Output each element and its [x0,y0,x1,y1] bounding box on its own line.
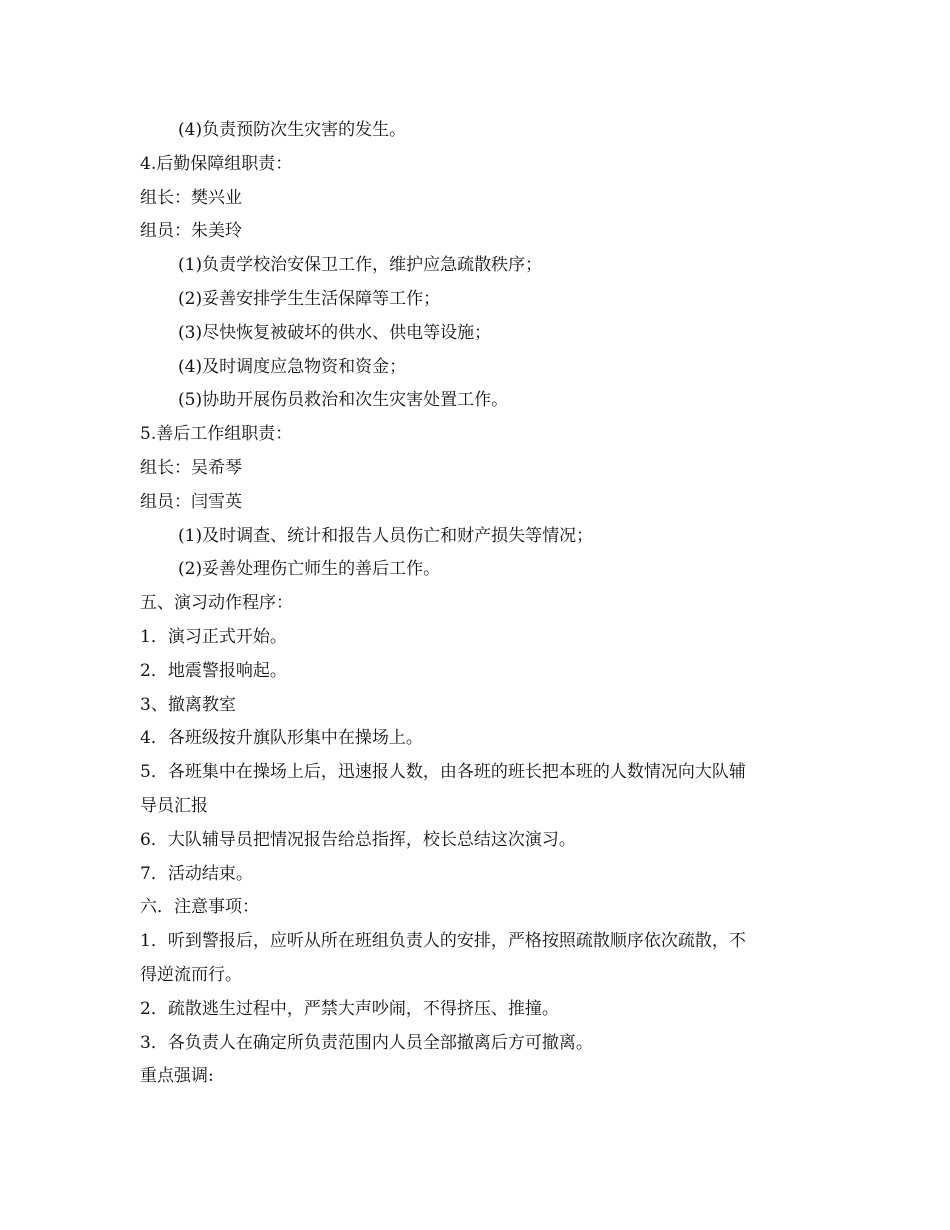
text-line: 6．大队辅导员把情况报告给总指挥，校长总结这次演习。 [140,829,576,850]
text-line: 五、演习动作程序： [140,593,293,614]
text-line: 2．地震警报响起。 [140,660,287,681]
text-line: 4.后勤保障组职责： [140,153,293,174]
text-line: (3)尽快恢复被破坏的供水、供电等设施； [178,322,492,343]
text-line: 1．演习正式开始。 [140,626,287,647]
text-line: 3．各负责人在确定所负责范围内人员全部撤离后方可撤离。 [140,1032,593,1053]
document-body [140,114,820,1094]
text-line: (2)妥善处理伤亡师生的善后工作。 [178,559,441,580]
text-line: (1)负责学校治安保卫工作，维护应急疏散秩序； [178,255,543,276]
text-line: 重点强调: [140,1066,214,1087]
text-line: 组长：吴希琴 [140,457,242,478]
text-line: (4)负责预防次生灾害的发生。 [178,120,407,140]
text-line: 1．听到警报后，应听从所在班组负责人的安排，严格按照疏散顺序依次疏散，不 [140,931,746,952]
text-line: 7．活动结束。 [140,863,253,884]
text-line: 3、撤离教室 [140,694,236,715]
text-line: (2)妥善安排学生生活保障等工作； [178,288,441,309]
text-line: 2．疏散逃生过程中，严禁大声吵闹，不得挤压、推撞。 [140,998,559,1019]
text-line: (4)及时调度应急物资和资金； [178,356,407,377]
text-line: 导员汇报 [140,795,208,816]
text-line: 得逆流而行。 [140,964,242,985]
text-line: 组长：樊兴业 [140,187,242,208]
text-line: 组员：闫雪英 [140,491,242,512]
text-line: (1)及时调查、统计和报告人员伤亡和财产损失等情况； [178,525,594,546]
text-line: 六．注意事项： [140,897,259,918]
text-line: 4．各班级按升旗队形集中在操场上。 [140,728,423,749]
text-line: (5)协助开展伤员救治和次生灾害处置工作。 [178,390,509,411]
text-line: 5.善后工作组职责： [140,424,293,445]
text-line: 5．各班集中在操场上后，迅速报人数，由各班的班长把本班的人数情况向大队辅 [140,762,746,783]
text-line: 组员：朱美玲 [140,221,242,242]
